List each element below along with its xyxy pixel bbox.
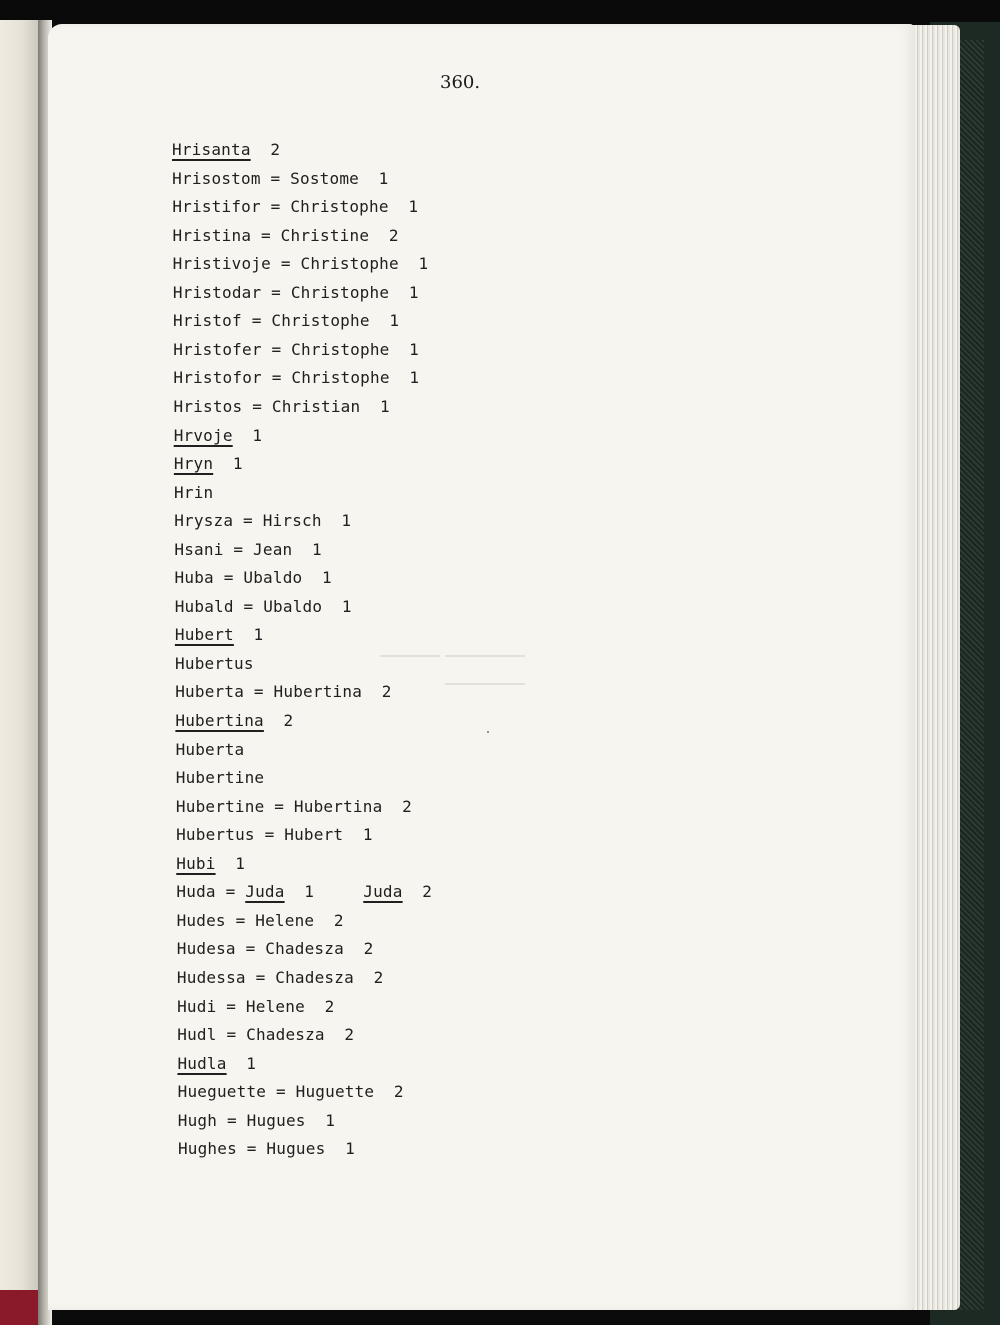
entry-name: Hristofor	[173, 368, 262, 388]
entry-name: Huberta	[175, 739, 245, 759]
index-entry	[176, 825, 373, 844]
entry-equivalent: = Hubert 1	[254, 825, 373, 845]
entry-name: Hubertine	[175, 768, 265, 788]
entry-name: Hubertus	[175, 653, 254, 673]
entry-equivalent: 1	[215, 853, 246, 873]
entry-equivalent: 1	[233, 625, 264, 645]
index-entry	[174, 454, 243, 473]
index-entry	[175, 711, 293, 730]
index-entry	[173, 340, 419, 359]
entry-equivalent: = Hugues 1	[217, 1110, 336, 1130]
entry-name: Hudes	[176, 910, 226, 930]
entry-name: Hudl	[177, 1025, 217, 1045]
entry-equivalent: 2	[250, 140, 281, 159]
index-entry	[175, 597, 352, 616]
entry-equivalent-underlined: Juda	[363, 882, 403, 902]
entry-name: Hubi	[176, 853, 216, 873]
entry-name: Hubald	[174, 596, 234, 616]
entry-equivalent: = Christophe 1	[261, 339, 420, 359]
entry-name: Hubert	[174, 625, 234, 645]
entry-name: Hristof	[173, 311, 242, 331]
entry-name: Hubertina	[175, 711, 264, 730]
index-entry	[177, 968, 384, 987]
page-number: 360.	[440, 72, 481, 93]
entry-equivalent: = Hubertina 2	[244, 682, 392, 702]
index-entry	[177, 997, 334, 1016]
entry-equivalent: 1	[226, 1053, 257, 1073]
index-entry	[176, 854, 245, 873]
entry-equivalent-underlined: Juda	[245, 882, 285, 902]
entry-equivalent: = Christophe 1	[261, 368, 420, 388]
entry-count: 1	[284, 882, 364, 902]
entry-name: Hristivoje	[172, 254, 271, 274]
entry-name: Huberta	[175, 682, 245, 702]
entry-equivalent: = Hugues 1	[236, 1139, 355, 1159]
entry-name: Hughes	[177, 1139, 237, 1159]
index-entry	[176, 740, 245, 759]
entry-equivalent: = Chadesza 2	[235, 939, 374, 959]
index-entry	[174, 426, 263, 445]
entry-name: Hudi	[177, 996, 217, 1016]
entry-equivalent: = Christophe 1	[260, 197, 419, 217]
entry-name: Hrisanta	[172, 140, 251, 159]
entry-name: Hryn	[173, 454, 214, 474]
entry-count: 2	[402, 882, 433, 902]
index-entry	[178, 1139, 355, 1158]
entry-equivalent: = Christian 1	[242, 396, 390, 416]
entry-name: Hsani	[174, 539, 224, 559]
index-entry	[174, 397, 390, 416]
index-entry	[173, 254, 429, 273]
entry-name: Huda	[176, 882, 216, 902]
entry-equivalent: = Helene 2	[225, 910, 344, 930]
entry-name: Hrin	[174, 482, 214, 502]
entry-name: Hueguette	[177, 1082, 267, 1102]
entry-name: Hristofer	[173, 339, 262, 359]
index-entry	[172, 197, 418, 216]
entry-equivalent: = Sostome 1	[260, 168, 389, 188]
entry-equivalent: =	[215, 882, 246, 902]
index-entry	[176, 768, 265, 787]
index-entry	[172, 140, 280, 159]
entry-equivalent: = Hubertina 2	[264, 796, 412, 816]
entry-name: Hristifor	[172, 197, 261, 217]
index-entry	[177, 1025, 354, 1044]
index-entry	[172, 169, 388, 188]
entry-name: Hudesa	[176, 939, 236, 959]
entry-equivalent: = Hirsch 1	[233, 511, 352, 531]
entry-equivalent: = Christophe 1	[241, 311, 400, 331]
entry-name: Huba	[174, 568, 214, 588]
index-entry	[178, 1082, 404, 1101]
entry-equivalent: = Ubaldo 1	[213, 568, 332, 588]
entry-equivalent: = Chadesza 2	[245, 967, 384, 987]
entry-name: Hrvoje	[173, 425, 233, 445]
index-entry	[177, 939, 374, 958]
index-entry	[175, 625, 264, 644]
entry-name: Hrysza	[174, 511, 234, 531]
entry-equivalent: = Christine 2	[251, 225, 399, 245]
index-entry	[173, 368, 419, 387]
index-entry	[177, 911, 344, 930]
pencil-mark	[487, 731, 489, 733]
index-entry	[173, 226, 399, 245]
index-entry	[178, 1111, 335, 1130]
entry-name: Hristodar	[172, 282, 262, 302]
entry-equivalent: = Helene 2	[216, 996, 335, 1016]
index-entry	[177, 1054, 256, 1073]
entry-name: Hugh	[177, 1110, 218, 1130]
entry-name: Hristina	[172, 225, 252, 245]
entry-equivalent: = Jean 1	[223, 539, 322, 559]
entry-equivalent: = Christophe 1	[261, 282, 419, 302]
entry-equivalent: = Huguette 2	[266, 1082, 404, 1102]
entry-name: Hrisostom	[172, 168, 261, 188]
index-entry	[176, 797, 412, 816]
entry-equivalent: 2	[263, 711, 294, 730]
index-entry	[176, 882, 432, 901]
entry-name: Hristos	[173, 396, 243, 416]
entry-equivalent: 1	[213, 454, 243, 474]
entry-equivalent: 1	[232, 425, 263, 445]
index-entry	[174, 540, 322, 559]
index-entry	[174, 511, 351, 530]
entry-equivalent: = Christophe 1	[271, 254, 429, 274]
entry-equivalent: = Ubaldo 1	[233, 596, 352, 616]
index-entry	[173, 311, 399, 330]
entry-name: Hubertus	[176, 825, 255, 845]
entry-equivalent: = Chadesza 2	[216, 1025, 355, 1045]
entry-name: Hubertine	[175, 796, 265, 816]
index-entry	[175, 568, 332, 587]
index-entry	[175, 654, 254, 673]
entry-name: Hudessa	[176, 967, 246, 987]
index-entry	[175, 682, 391, 701]
index-entry	[173, 283, 419, 302]
index-entry	[174, 483, 213, 502]
entry-name: Hudla	[177, 1053, 227, 1073]
